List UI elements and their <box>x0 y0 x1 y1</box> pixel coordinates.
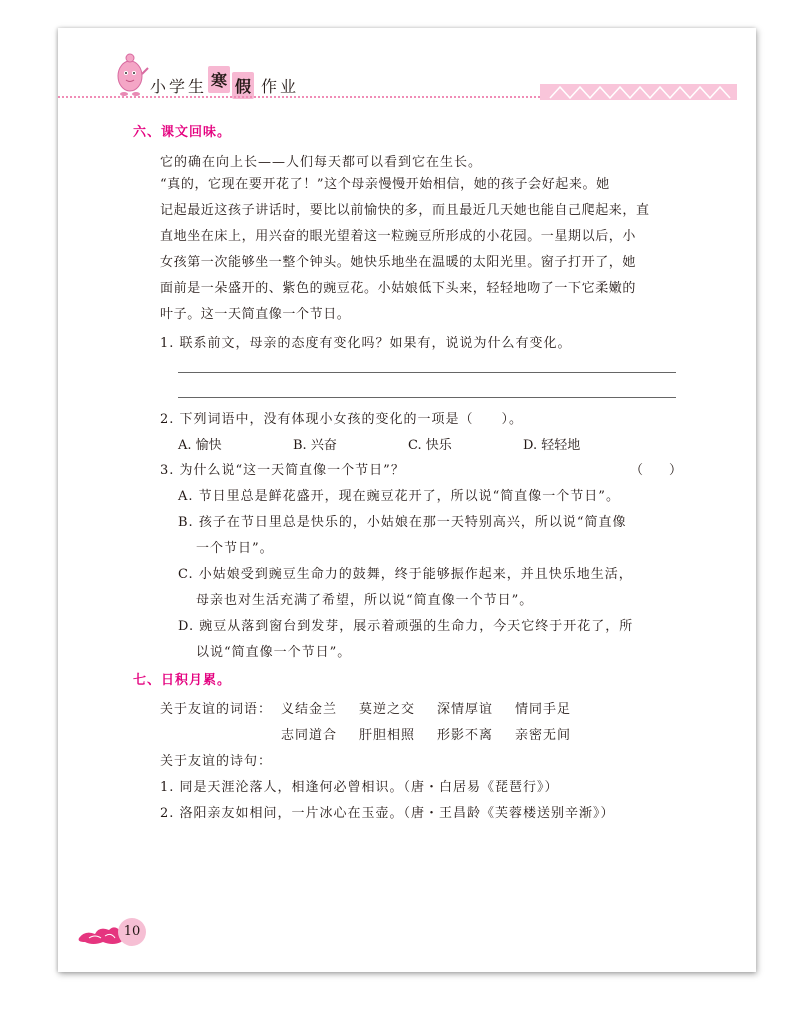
q3-option-b-cont: 一个节日”。 <box>196 541 274 556</box>
question-1: 1. 联系前文，母亲的态度有变化吗？如果有，说说为什么有变化。 <box>160 336 572 351</box>
q3-option-d[interactable]: D. 豌豆从落到窗台到发芽，展示着顽强的生命力，今天它终于开花了，所 <box>178 619 634 634</box>
passage-intro: 它的确在向上长——人们每天都可以看到它在生长。 <box>160 155 483 170</box>
q3-option-c-cont: 母亲也对生活充满了希望，所以说“简直像一个节日”。 <box>196 593 534 608</box>
answer-line[interactable] <box>178 372 676 373</box>
q3-option-a[interactable]: A. 节日里总是鲜花盛开，现在豌豆花开了，所以说“简直像一个节日”。 <box>178 489 620 504</box>
friendship-word: 深情厚谊 <box>437 702 494 717</box>
friendship-word: 义结金兰 <box>281 702 338 717</box>
q2-option-c[interactable]: C. 快乐 <box>408 438 452 453</box>
passage-line: 面前是一朵盛开的、紫色的豌豆花。小姑娘低下头来，轻轻地吻了一下它柔嫩的 <box>160 281 637 296</box>
header-title-text: 小学生 <box>150 76 208 96</box>
q2-option-a[interactable]: A. 愉快 <box>178 438 222 453</box>
q3-option-c[interactable]: C. 小姑娘受到豌豆生命力的鼓舞，终于能够振作起来，并且快乐地生活， <box>178 567 633 582</box>
friendship-word: 莫逆之交 <box>359 702 416 717</box>
friendship-poems-label: 关于友谊的诗句： <box>160 754 273 769</box>
passage-line: 直地坐在床上，用兴奋的眼光望着这一粒豌豆所形成的小花园。一星期以后，小 <box>160 229 637 244</box>
passage-line: 叶子。这一天简直像一个节日。 <box>160 307 351 322</box>
q3-option-b[interactable]: B. 孩子在节日里总是快乐的，小姑娘在那一天特别高兴，所以说“简直像 <box>178 515 627 530</box>
friendship-word: 形影不离 <box>437 728 494 743</box>
section-7-title: 七、日积月累。 <box>133 673 232 688</box>
friendship-words-label: 关于友谊的词语： <box>160 702 273 717</box>
header-zigzag-band <box>540 84 737 100</box>
passage-line: 女孩第一次能够坐一整个钟头。她快乐地坐在温暖的太阳光里。窗子打开了，她 <box>160 255 637 270</box>
page-header <box>0 0 790 110</box>
passage-line: “真的，它现在要开花了！”这个母亲慢慢开始相信，她的孩子会好起来。她 <box>160 177 610 192</box>
page-number: 10 <box>118 918 146 946</box>
passage-line: 记起最近这孩子讲话时，要比以前愉快的多，而且最近几天她也能自己爬起来，直 <box>160 203 650 218</box>
friendship-word: 志同道合 <box>281 728 338 743</box>
pink-mascot-icon <box>110 50 150 100</box>
friendship-word: 肝胆相照 <box>359 728 416 743</box>
question-3: 3. 为什么说“这一天简直像一个节日”？ <box>160 463 405 478</box>
header-title-highlight-1: 寒 <box>208 66 230 93</box>
header-title-text-2: 作业 <box>261 76 300 96</box>
q2-option-d[interactable]: D. 轻轻地 <box>523 438 581 453</box>
header-dotted-line <box>58 96 548 98</box>
answer-line[interactable] <box>178 397 676 398</box>
section-6-title: 六、课文回味。 <box>133 125 232 140</box>
friendship-word: 亲密无间 <box>515 728 572 743</box>
poem-line: 1. 同是天涯沦落人，相逢何必曾相识。（唐・白居易《琵琶行》） <box>160 780 559 795</box>
question-2: 2. 下列词语中，没有体现小女孩的变化的一项是（ ）。 <box>160 412 524 427</box>
passage-text <box>160 172 680 328</box>
q3-answer-blank[interactable]: （ ） <box>630 463 683 478</box>
poem-line: 2. 洛阳亲友如相问，一片冰心在玉壶。（唐・王昌龄《芙蓉楼送别辛渐》） <box>160 806 615 821</box>
header-title-highlight-2: 假 <box>232 72 254 99</box>
q3-option-d-cont: 以说“简直像一个节日”。 <box>196 645 352 660</box>
friendship-word: 情同手足 <box>515 702 572 717</box>
q2-option-b[interactable]: B. 兴奋 <box>293 438 337 453</box>
